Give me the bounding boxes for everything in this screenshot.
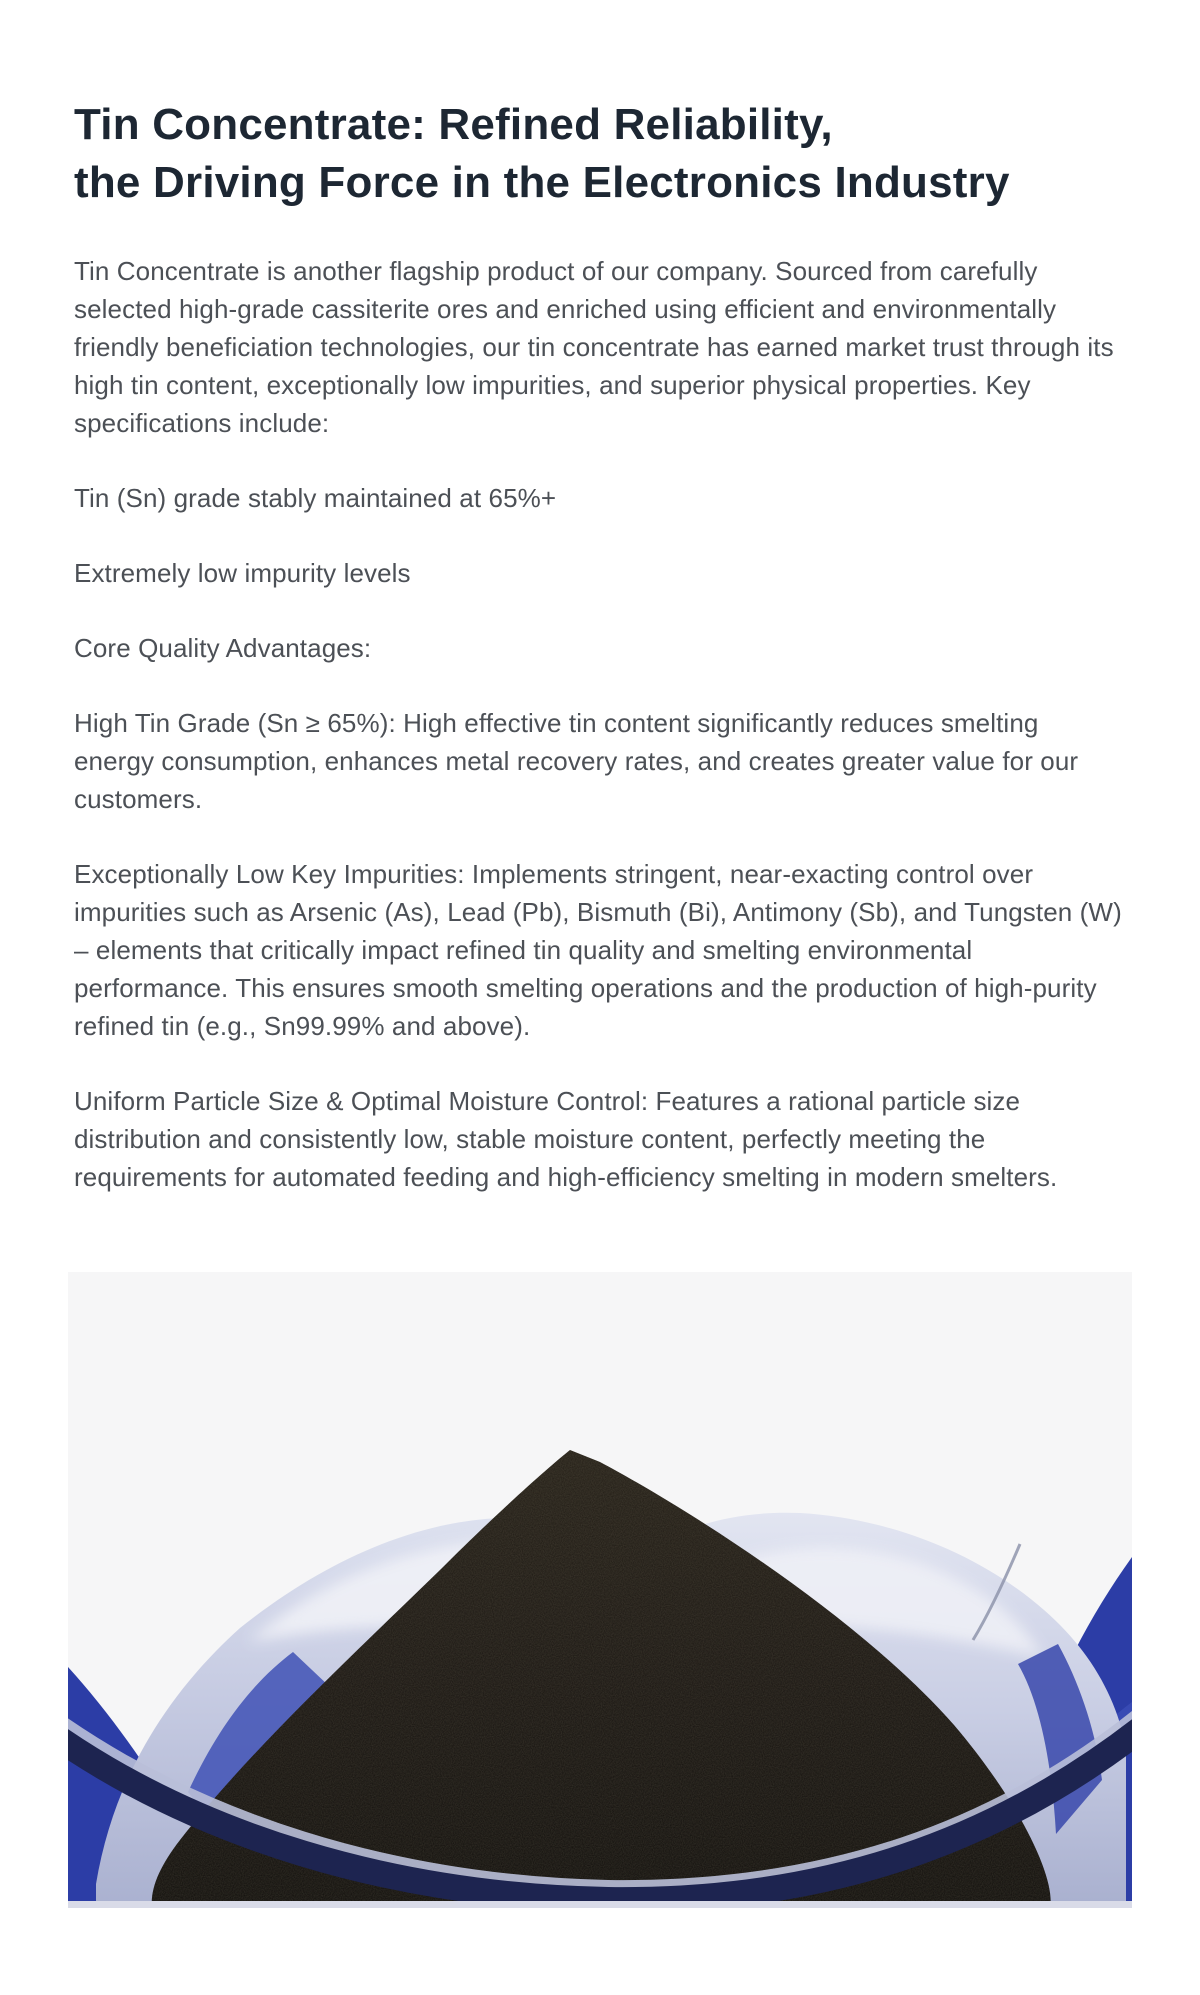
advantage-particle-size-moisture: Uniform Particle Size & Optimal Moisture Control: Features a rational particle size distribution and consistently low, stable moisture content, perfectly meeting the requirements for automated feeding and high-efficiency smelting in modern smelters. — [74, 1086, 1058, 1192]
product-photo-illustration — [68, 1272, 1132, 1908]
advantage-high-tin-grade: High Tin Grade (Sn ≥ 65%): High effective tin content significantly reduces smelting energy consumption, enhances metal recovery rates, and creates greater value for our customers. — [74, 708, 1079, 814]
product-photo-tin-concentrate — [68, 1272, 1132, 1908]
page-title — [74, 96, 1138, 212]
page-title-line1: Tin Concentrate: Refined Reliability, — [74, 100, 833, 149]
advantage-low-impurities: Exceptionally Low Key Impurities: Implements stringent, near-exacting control over impurities such as Arsenic (As), Lead (Pb), Bismuth (Bi), Antimony (Sb), and Tungsten (W) – elements that critically impact refined tin quality and smelting environmental performance. This ensures smooth smelting operations and the production of high-purity refined tin (e.g., Sn99.99% and above). — [74, 859, 1122, 1041]
core-quality-advantages-label: Core Quality Advantages: — [74, 633, 372, 663]
spec-tin-grade: Tin (Sn) grade stably maintained at 65%+ — [74, 483, 557, 513]
spec-impurity-levels: Extremely low impurity levels — [74, 558, 411, 588]
intro-paragraph: Tin Concentrate is another flagship product of our company. Sourced from carefully selected high-grade cassiterite ores and enriched using efficient and environmentally friendly beneficiation technologies, our tin concentrate has earned market trust through its high tin content, exceptionally low impurities, and superior physical properties. Key specifications include: — [74, 256, 1114, 438]
cloth-edge-strip — [68, 1901, 1132, 1908]
page-title-line2: the Driving Force in the Electronics Industry — [74, 158, 1010, 207]
